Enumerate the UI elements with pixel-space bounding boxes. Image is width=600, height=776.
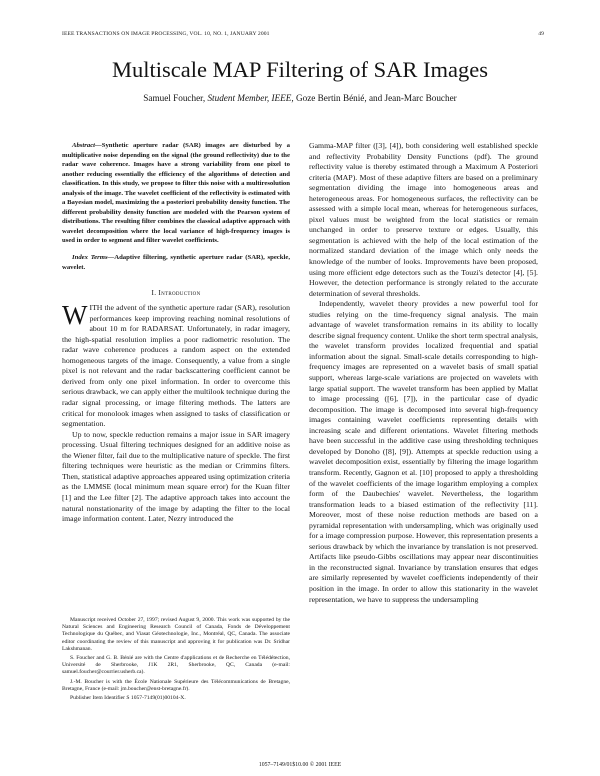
abstract-lead: Abstract— bbox=[72, 142, 102, 149]
author-1: Samuel Foucher, bbox=[143, 93, 206, 103]
first-word: ITH bbox=[89, 303, 103, 313]
footnote-publisher-id: Publisher Item Identifier S 1057-7149(01)00104-X. bbox=[70, 695, 186, 702]
intro-paragraph-1-text: the advent of the synthetic aperture radar (SAR), resolution performances keep improving reaching nominal resolutions of about 10 m for RADARSAT. Unfortunately, in radar imagery, the high-spatial resolution implies a poor radiometric resolution. The radar wave coherence produces a random aspect on the extended homogeneous targets of the image. Consequently, a value from a single pixel is not relevant and the radar backscattering coefficient cannot be derived from only one pixel information. In order to overcome this serious drawback, we can apply either the multilook technique during the radar signal processing, or image filtering methods. The latters are critical for monolook images when assigned to tasks of classification or segmentation. bbox=[62, 303, 290, 429]
intro-paragraph-2: Up to now, speckle reduction remains a major issue in SAR imagery processing. Usual filtering techniques designed for an additive noise as the Wiener filter, fail due to the multiplicative nature of speckle. The first filtering techniques were heuristic as the median or Crimmins filters. Then, statistical adaptive approaches appeared using optimization criteria as the LMMSE (local minimum mean square error) for the Kuan filter [1] and the Lee filter [2]. The adaptive approach takes into account the natural nonstationarity of the image by adapting the filter to the local image information content. Later, Nezry introduced the bbox=[62, 429, 290, 524]
left-column bbox=[62, 141, 290, 525]
footnotes bbox=[62, 617, 290, 704]
intro-paragraph-3: Gamma-MAP filter ([3], [4]), both considering well established speckle and reflectivity Probability Density Functions (pdf). The ground reflectivity value is thereby estimated through a Maximum A Posteriori criteria (MAP). Most of these adaptive filters are based on a preliminary segmentation dividing the image into homogeneous areas and heterogeneous areas. For homogeneous surfaces, the reflectivity can be assessed with a simple local mean, whereas for heterogeneous surfaces, pixel values must be weighted from the local statistics or remain unchanged in order to preserve texture or edges. Usually, this segmentation is achieved with the help of the local estimation of the normalized standard deviation of the image which only needs the knowledge of the number of looks. Improvements have been proposed, using more efficient edge detectors such as the Touzi's detector [4], [5]. However, the detection performance is strongly related to the accurate determination of several thresholds. bbox=[309, 141, 538, 298]
footnote-manuscript: Manuscript received October 27, 1997; revised August 9, 2000. This work was supported by the Natural Sciences and Engineering Research Council of Canada, Fonds de Développement Technologique du Québec, and Viasat Géotechnologie, Inc., Montréal, QC, Canada. The associate editor coordinating the review of this manuscript and approving it for publication was Dr. Sridhar Lakshmanan. bbox=[62, 617, 290, 652]
footnote-affiliation-1: S. Foucher and G. B. Bénié are with the Centre d'applications et de Recherche en Télédétection, Université de Sherbrooke, J1K 2R1, Sherbrooke, QC, Canada (e-mail: samuel.foucher@courrier.usherb.ca). bbox=[62, 655, 290, 676]
running-header bbox=[62, 31, 544, 41]
page-number: 49 bbox=[538, 31, 544, 37]
intro-paragraph-4: Independently, wavelet theory provides a new powerful tool for studies relying on the time-frequency signal analysis. The main advantage of wavelet transformation remains in its ability to locally describe signal frequency content. Unlike the short term spectral analysis, the wavelet transform provides localized frequential and spatial information about the signal. Small-scale details corresponding to high-frequency images are represented on a wavelet basis of small spatial support, whereas large-scale variations are projected on wavelets with large spatial support. The wavelet transform has been applied by Mallat to image processing ([6], [7]), in the particular case of dyadic decomposition. The image is decomposed into several high-frequency images containing wavelet coefficients representing details with increasing scale and different orientations. Wavelet filtering methods have been successful in the additive case using thresholding techniques developed by Donoho ([8], [9]). Attempts at speckle reduction using a wavelet decomposition exist, essentially by filtering the image logarithm transform. Recently, Gagnon et al. [10] proposed to apply a thresholding of the wavelet coefficients of the image logarithm employing a complex form of the Daubechies' wavelet. Nevertheless, the logarithm transformation leads to a biased estimation of the reflectivity [11]. Moreover, most of these noise reduction methods are based on a pyramidal representation with undersampling, which was originally used for a image compression purpose. However, this representation presents a serious drawback by which the invariance by translation is not preserved. Artifacts like pseudo-Gibbs oscillations may appear near discontinuities in the reconstructed signal. Invariance by translation ensures that edges are similarly represented by wavelet coefficients independently of their position in the image. In order to allow this stationarity in the wavelet representation, we have to suppress the undersampling bbox=[309, 299, 538, 604]
right-column bbox=[309, 141, 538, 605]
section-heading: I. Introduction bbox=[151, 289, 201, 298]
drop-cap: W bbox=[62, 300, 88, 331]
journal-name: IEEE TRANSACTIONS ON IMAGE PROCESSING, VOL. 10, NO. 1, JANUARY 2001 bbox=[62, 31, 270, 37]
index-terms bbox=[62, 253, 290, 272]
intro-paragraph-1 bbox=[62, 300, 290, 430]
author-1-membership: Student Member, IEEE, bbox=[207, 93, 294, 103]
index-terms-text: Adaptive filtering, synthetic aperture radar (SAR), speckle, wavelet. bbox=[62, 254, 290, 271]
footnote-affiliation-2: J.-M. Boucher is with the École Nationale Supérieure des Télécommunications de Bretagne, Bretagne, France (e-mail: jm.boucher@enst-bretagne.fr). bbox=[62, 678, 290, 692]
abstract bbox=[62, 141, 290, 246]
index-terms-lead: Index Terms— bbox=[72, 254, 115, 262]
other-authors: Goze Bertin Bénié, and Jean-Marc Boucher bbox=[296, 93, 457, 103]
paper-title: Multiscale MAP Filtering of SAR Images bbox=[111, 57, 489, 82]
abstract-text: Synthetic aperture radar (SAR) images are disturbed by a multiplicative noise depending on the signal (the ground reflectivity) due to the radar wave coherence. Images have a strong variability from one pixel to another reducing essentially the efficiency of the algorithms of detection and classification. In this study, we propose to filter this noise with a multiresolution analysis of the image. The wavelet coefficient of the reflectivity is estimated with a Bayesian model, maximizing the a posteriori probability density function. The different probability density function are modeled with the Pearson system of distributions. The resulting filter combines the classical adaptive approach with wavelet decomposition where the local variance of high-frequency images is used in order to segment and filter wavelet coefficients. bbox=[62, 142, 290, 245]
author-line bbox=[0, 93, 600, 103]
copyright-line: 1057–7149/01$10.00 © 2001 IEEE bbox=[258, 762, 342, 768]
